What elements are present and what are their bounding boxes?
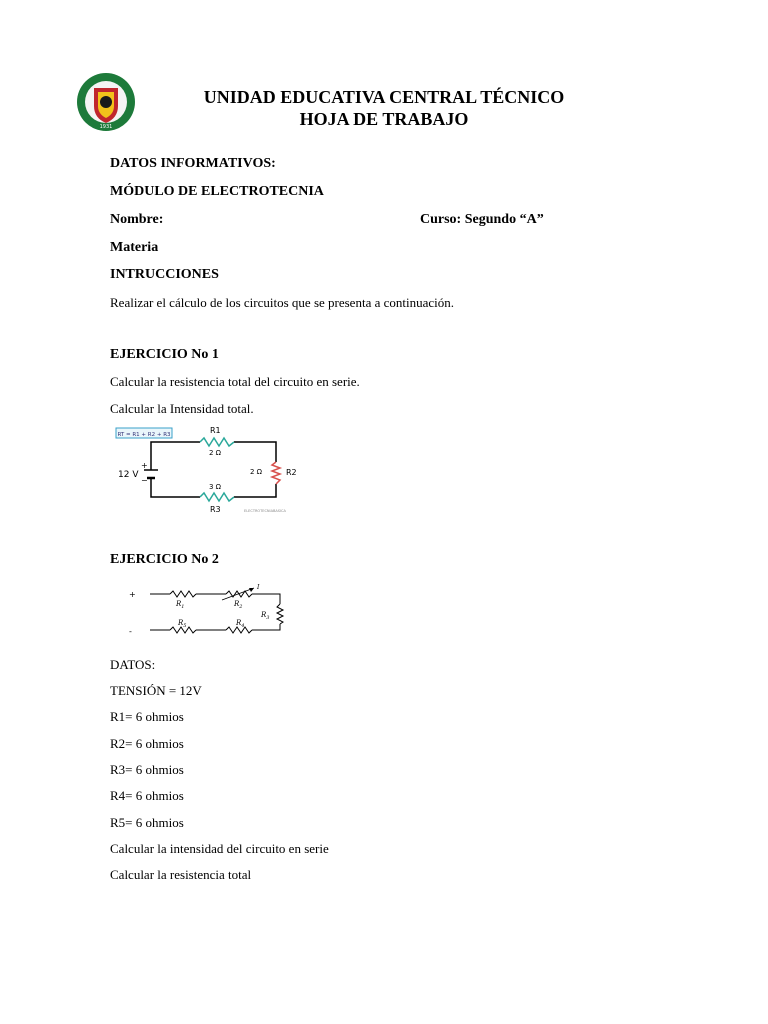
resistor-r3-icon (277, 604, 283, 624)
ejercicio2-line1: Calcular la intensidad del circuito en serie (110, 841, 329, 856)
voltage-label: 12 V (118, 470, 139, 480)
resistor-r1-icon (170, 591, 196, 597)
ejercicio2-title: EJERCICIO No 2 (110, 552, 219, 567)
series-circuit-diagram-2 (124, 580, 294, 640)
svg-text:R5: $R_5$ (178, 619, 187, 629)
curso-label: Curso: Segundo “A” (420, 212, 544, 227)
resistor-r1-icon (200, 438, 234, 446)
svg-text:R1: $R_1$ (176, 600, 185, 610)
ejercicio1-line1: Calcular la resistencia total del circuito en serie. (110, 374, 360, 389)
school-logo-icon (72, 72, 140, 132)
nombre-label: Nombre: (110, 212, 164, 227)
watermark: ELECTROTECNIABASICA (244, 509, 286, 513)
svg-text:R2: R2 (286, 468, 297, 477)
tension-value: TENSIÓN = 12V (110, 683, 202, 698)
svg-text:R1: R1 (210, 426, 221, 435)
instrucciones-text: Realizar el cálculo de los circuitos que se presenta a continuación. (110, 295, 454, 310)
svg-text:3 Ω: 3 Ω (209, 483, 222, 491)
resistor-r4-icon (226, 627, 252, 633)
instrucciones-heading: INTRUCCIONES (110, 267, 219, 282)
svg-text:I: I (257, 584, 260, 591)
svg-text:R3: $R_3$ (261, 611, 270, 621)
logo-year: 1931 (99, 124, 113, 130)
svg-text:-: - (129, 627, 132, 636)
svg-text:2 Ω: 2 Ω (250, 468, 263, 476)
datos-title: DATOS: (110, 657, 156, 672)
ejercicio1-line2: Calcular la Intensidad total. (110, 401, 254, 416)
formula-text: RT = R1 + R2 + R3 (117, 432, 171, 438)
svg-text:R3: R3 (210, 505, 221, 514)
resistor-r2-icon (272, 462, 280, 484)
resistor-r3-icon (200, 493, 234, 501)
r2-value: R2= 6 ohmios (110, 736, 184, 751)
r5-value: R5= 6 ohmios (110, 815, 184, 830)
svg-text:R2: $R_2$ (234, 600, 243, 610)
svg-text:+: + (141, 461, 148, 470)
r1-value: R1= 6 ohmios (110, 709, 184, 724)
ejercicio1-title: EJERCICIO No 1 (110, 347, 219, 362)
page-title: UNIDAD EDUCATIVA CENTRAL TÉCNICO (203, 87, 565, 107)
svg-text:R4: $R_4$ (236, 619, 245, 629)
page-subtitle: HOJA DE TRABAJO (299, 109, 469, 129)
materia-label: Materia (110, 240, 159, 255)
svg-text:+: + (129, 590, 136, 599)
svg-text:2 Ω: 2 Ω (209, 449, 222, 457)
r4-value: R4= 6 ohmios (110, 788, 184, 803)
modulo-heading: MÓDULO DE ELECTROTECNIA (110, 184, 324, 199)
svg-text:−: − (141, 476, 148, 485)
series-circuit-diagram-1 (110, 424, 310, 516)
ejercicio2-line2: Calcular la resistencia total (110, 867, 252, 882)
r3-value: R3= 6 ohmios (110, 762, 184, 777)
datos-informativos: DATOS INFORMATIVOS: (110, 156, 276, 171)
